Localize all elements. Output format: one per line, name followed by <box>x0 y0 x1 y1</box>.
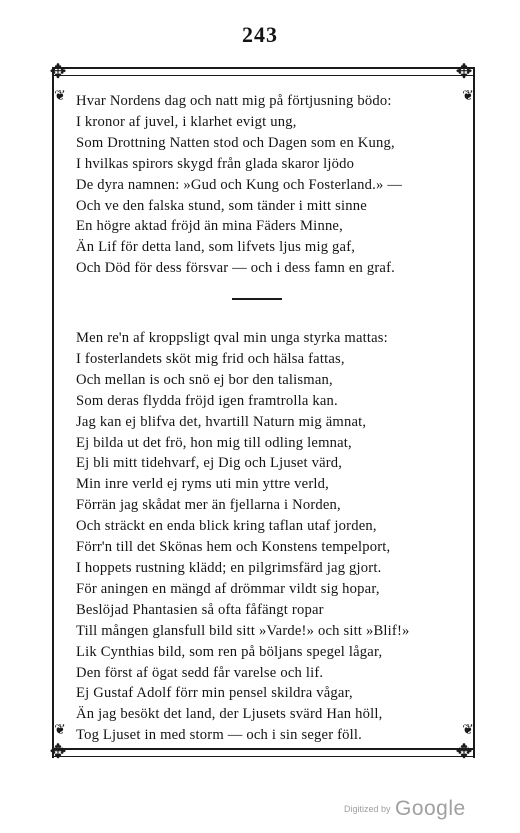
verse-line: Förrän jag skådat mer än fjellarna i Norden, <box>76 497 341 514</box>
verse-line: Beslöjad Phantasien så ofta fåfängt ropar <box>76 601 324 618</box>
verse-line: Lik Cynthias bild, som ren på böljans spegel lågar, <box>76 643 383 660</box>
verse-line: Jag kan ej blifva det, hvartill Naturn mig ämnat, <box>76 413 367 430</box>
verse-line: Och Död för dess försvar — och i dess famn en graf. <box>76 260 396 277</box>
verse-line: Ej bilda ut det frö, hon mig till odling lemnat, <box>76 434 352 451</box>
corner-ornament-icon: ✥ <box>49 741 67 763</box>
verse-line: De dyra namnen: »Gud och Kung och Fosterland.» — <box>76 176 403 193</box>
verse-line: Och ve den falska stund, som tänder i mitt sinne <box>76 197 367 214</box>
side-ornament-icon: ❦ <box>462 89 474 104</box>
side-ornament-icon: ❦ <box>54 723 66 738</box>
stanza-2 <box>76 328 456 746</box>
stanza-1 <box>76 91 456 279</box>
watermark-prefix: Digitized by <box>344 804 391 814</box>
frame-top-rule <box>52 67 475 76</box>
verse-line: Som Drottning Natten stod och Dagen som en Kung, <box>76 134 395 151</box>
corner-ornament-icon: ✥ <box>49 61 67 83</box>
verse-line: För aningen en mängd af drömmar vildt sig hopar, <box>76 580 380 597</box>
verse-line: Än Lif för detta land, som lifvets ljus mig gaf, <box>76 239 356 256</box>
verse-line: En högre aktad fröjd än mina Fäders Minne, <box>76 218 343 235</box>
verse-line: I hvilkas spirors skygd från glada skaror ljödo <box>76 155 355 172</box>
digitized-watermark <box>344 797 466 821</box>
verse-line: Än jag besökt det land, der Ljusets svärd Han höll, <box>76 706 383 723</box>
verse-line: Och mellan is och snö ej bor den talisman, <box>76 371 333 388</box>
verse-line: Tog Ljuset in med storm — och i sin seger föll. <box>76 727 363 744</box>
corner-ornament-icon: ✥ <box>455 61 473 83</box>
verse-line: Ej bli mitt tidehvarf, ej Dig och Ljuset värd, <box>76 455 343 472</box>
verse-line: Den först af ögat sedd får varelse och lif. <box>76 664 324 681</box>
verse-line: Som deras flydda fröjd igen framtrolla kan. <box>76 392 338 409</box>
verse-line: Och sträckt en enda blick kring taflan utaf jorden, <box>76 518 377 535</box>
section-divider <box>232 298 282 300</box>
side-ornament-icon: ❦ <box>462 723 474 738</box>
google-logo: Google <box>394 797 466 820</box>
side-ornament-icon: ❦ <box>54 89 66 104</box>
verse-line: I kronor af juvel, i klarhet evigt ung, <box>76 113 297 130</box>
frame-bottom-rule <box>52 748 475 757</box>
corner-ornament-icon: ✥ <box>455 741 473 763</box>
verse-line: Men re'n af kroppsligt qval min unga styrka mattas: <box>76 330 388 346</box>
verse-line: Till mången glansfull bild sitt »Varde!» och sitt »Blif!» <box>76 622 410 639</box>
page-number: 243 <box>242 22 278 47</box>
verse-line: I fosterlandets sköt mig frid och hälsa fattas, <box>76 350 345 367</box>
verse-line: Hvar Nordens dag och natt mig på förtjusning bödo: <box>76 93 392 109</box>
verse-line: Min inre verld ej ryms uti min yttre verld, <box>76 476 329 493</box>
verse-line: Förr'n till det Skönas hem och Konstens tempelport, <box>76 539 391 556</box>
verse-line: Ej Gustaf Adolf förr min pensel skildra vågar, <box>76 685 353 702</box>
verse-line: I hoppets rustning klädd; en pilgrimsfärd jag gjort. <box>76 559 382 576</box>
